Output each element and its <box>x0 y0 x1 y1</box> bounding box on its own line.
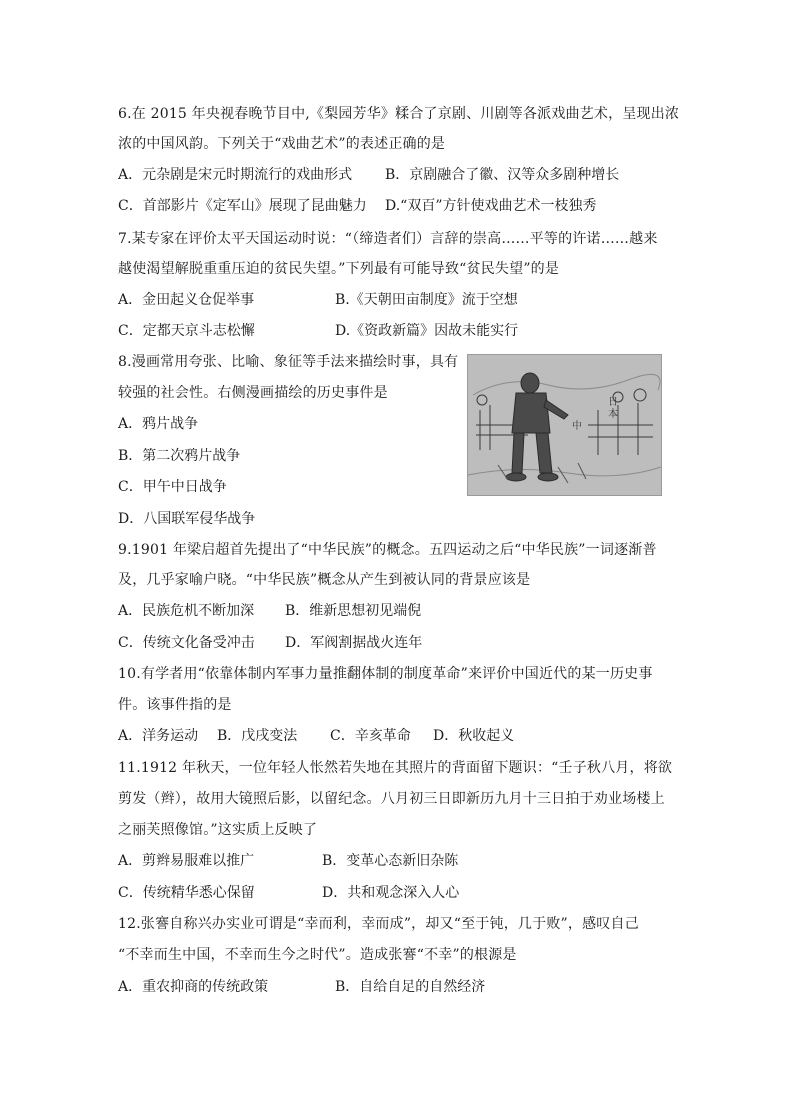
cartoon-drawing <box>468 355 661 495</box>
q9-option-a: A．民族危机不断加深 <box>118 603 255 619</box>
q8-option-d: D．八国联军侵华战争 <box>118 511 256 527</box>
q11-option-a: A．剪辫易服难以推广 <box>118 853 255 869</box>
q6-option-b: B．京剧融合了徽、汉等众多剧种增长 <box>385 167 620 183</box>
q12-stem-line2: “不幸而生中国，不幸而生今之时代”。造成张謇“不幸”的根源是 <box>118 947 517 963</box>
cartoon-label-ben: 本 <box>608 409 618 420</box>
q11-option-b: B．变革心态新旧杂陈 <box>322 853 459 869</box>
q8-stem-line1: 8.漫画常用夸张、比喻、象征等手法来描绘时事，具有 <box>118 354 459 370</box>
q7-stem-line1: 7.某专家在评价太平天国运动时说：“（缔造者们）言辞的崇高……平等的许诺……越来 <box>118 231 658 247</box>
q8-option-b: B．第二次鸦片战争 <box>118 448 241 464</box>
q11-stem-line3: 之丽芙照像馆。”这实质上反映了 <box>118 822 318 838</box>
cartoon-label-zhong: 中 <box>572 421 582 432</box>
q8-stem-line2: 较强的社会性。右侧漫画描绘的历史事件是 <box>118 385 388 401</box>
q6-stem-line1: 6.在 2015 年央视春晚节目中,《梨园芳华》糅合了京剧、川剧等各派戏曲艺术，呈现出浓 <box>118 106 680 122</box>
q9-option-c: C．传统文化备受冲击 <box>118 635 255 651</box>
q11-stem-line2: 剪发（辫），故用大镜照后影，以留纪念。八月初三日即新历九月十三日拍于劝业场楼上 <box>118 791 665 807</box>
q8-option-c: C．甲午中日战争 <box>118 479 227 495</box>
q7-option-b: B.《天朝田亩制度》流于空想 <box>335 292 518 308</box>
q7-option-a: A．金田起义仓促举事 <box>118 292 255 308</box>
cartoon-label-ri: 日 <box>608 397 618 408</box>
q7-stem-line2: 越使渴望解脱重重压迫的贫民失望。”下列最有可能导致“贫民失望”的是 <box>118 261 560 277</box>
q10-option-a: A．洋务运动 <box>118 728 199 744</box>
q10-option-d: D．秋收起义 <box>433 728 515 744</box>
q11-stem-line1: 11.1912 年秋天，一位年轻人怅然若失地在其照片的背面留下题识：“壬子秋八月，将欲 <box>118 760 673 776</box>
historical-cartoon-image <box>467 354 662 496</box>
q9-stem-line2: 及，几乎家喻户晓。“中华民族”概念从产生到被认同的背景应该是 <box>118 572 531 588</box>
q10-stem-line1: 10.有学者用“依靠体制内军事力量推翻体制的制度革命”来评价中国近代的某一历史事 <box>118 666 653 682</box>
q6-option-a: A．元杂剧是宋元时期流行的戏曲形式 <box>118 167 353 183</box>
q10-stem-line2: 件。该事件指的是 <box>118 697 232 713</box>
q7-option-c: C．定都天京斗志松懈 <box>118 323 255 339</box>
q11-option-d: D．共和观念深入人心 <box>322 885 460 901</box>
q10-option-c: C．辛亥革命 <box>330 728 411 744</box>
q12-option-b: B．自给自足的自然经济 <box>335 979 486 995</box>
q6-option-d: D.“双百”方针使戏曲艺术一枝独秀 <box>385 198 597 214</box>
q12-option-a: A．重农抑商的传统政策 <box>118 979 269 995</box>
q6-stem-line2: 浓的中国风韵。下列关于“戏曲艺术”的表述正确的是 <box>118 136 446 152</box>
q12-stem-line1: 12.张謇自称兴办实业可谓是“幸而利，幸而成”，却又“至于钝，几于败”，感叹自己 <box>118 916 639 932</box>
q9-stem-line1: 9.1901 年梁启超首先提出了“中华民族”的概念。五四运动之后“中华民族”一词逐渐普 <box>118 542 657 558</box>
q6-option-c: C．首部影片《定军山》展现了昆曲魅力 <box>118 198 367 214</box>
q11-option-c: C．传统精华悉心保留 <box>118 885 255 901</box>
q8-option-a: A．鸦片战争 <box>118 416 199 432</box>
q7-option-d: D.《资政新篇》因故未能实行 <box>335 323 519 339</box>
q9-option-d: D．军阀割据战火连年 <box>285 635 423 651</box>
q9-option-b: B．维新思想初见端倪 <box>285 603 422 619</box>
q10-option-b: B．戊戌变法 <box>217 728 298 744</box>
